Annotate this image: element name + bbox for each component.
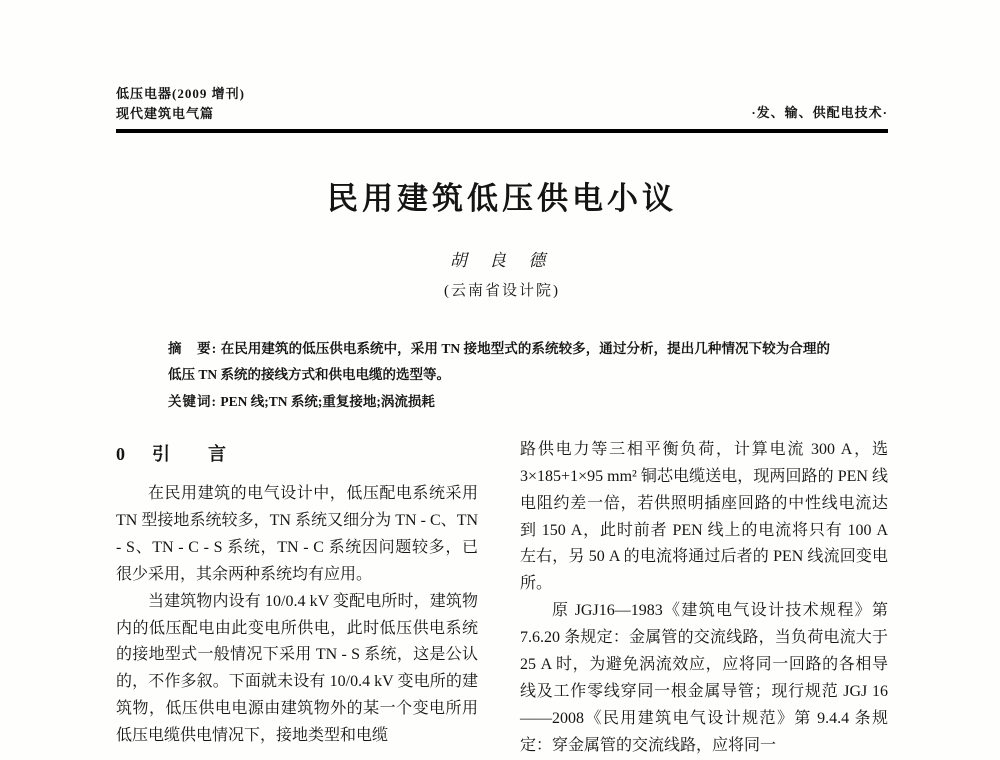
body-paragraph: 路供电力等三相平衡负荷，计算电流 300 A，选 3×185+1×95 mm² 铜芯电缆送电，现两回路的 PEN 线电阻约差一倍，若供照明插座回路的中性线电流达到 150 A，此时前者 PEN 线上的电流将只有 100 A 左右，另 50 A 的电流将通过后者的 PEN 线流回变电所。 [520, 440, 888, 593]
author-affiliation: (云南省设计院) [444, 283, 560, 299]
abstract-paragraph [168, 336, 830, 389]
right-column [520, 437, 888, 760]
page-header [116, 84, 888, 123]
author-name: 胡 良 德 [449, 251, 555, 270]
section-number: 0 [116, 443, 126, 464]
abstract-label: 摘 要: [168, 341, 218, 356]
abstract-block [168, 336, 830, 415]
header-rule [116, 129, 888, 133]
article-title: 民用建筑低压供电小议 [327, 181, 677, 216]
two-column-body [116, 437, 888, 760]
keywords-paragraph [168, 389, 830, 415]
journal-title: 低压电器(2009 增刊) [116, 86, 245, 101]
section-heading [116, 439, 478, 469]
section-title: 引 言 [152, 443, 236, 464]
keywords-text: PEN 线;TN 系统;重复接地;涡流损耗 [220, 393, 435, 409]
journal-subtitle: 现代建筑电气篇 [116, 105, 215, 121]
body-paragraph: 在民用建筑的电气设计中，低压配电系统采用 TN 型接地系统较多，TN 系统又细分为 TN - C、TN - S、TN - C - S 系统，TN - C 系统因问题较多，已很少采用，其余两种系统均有应用。 [116, 485, 479, 583]
column-section-label: ·发、输、供配电技术· [751, 105, 888, 120]
abstract-text: 在民用建筑的低压供电系统中，采用 TN 接地型式的系统较多，通过分析，提出几种情况下较为合理的低压 TN 系统的接线方式和供电电缆的选型等。 [168, 341, 830, 383]
keywords-label: 关键词: [168, 393, 217, 409]
body-paragraph: 当建筑物内设有 10/0.4 kV 变配电所时，建筑物内的低压配电由此变电所供电，此时低压供电系统的接地型式一般情况下采用 TN - S 系统，这是公认的，不作多叙。下面就未设有 10/0.4 kV 变电所的建筑物，低压供电电源由建筑物外的某一个变电所用低压电缆供电情况下，接地类型和电缆 [116, 592, 479, 745]
journal-info [116, 84, 245, 123]
body-paragraph: 原 JGJ16—1983《建筑电气设计技术规程》第 7.6.20 条规定：金属管的交流线路，当负荷电流大于 25 A 时，为避免涡流效应，应将同一回路的各相导线及工作零线穿同一根金属导管；现行规范 JGJ 16——2008《民用建筑电气设计规范》第 9.4.4 条规定：穿金属管的交流线路，应将同一 [520, 602, 888, 754]
left-column [116, 437, 478, 760]
